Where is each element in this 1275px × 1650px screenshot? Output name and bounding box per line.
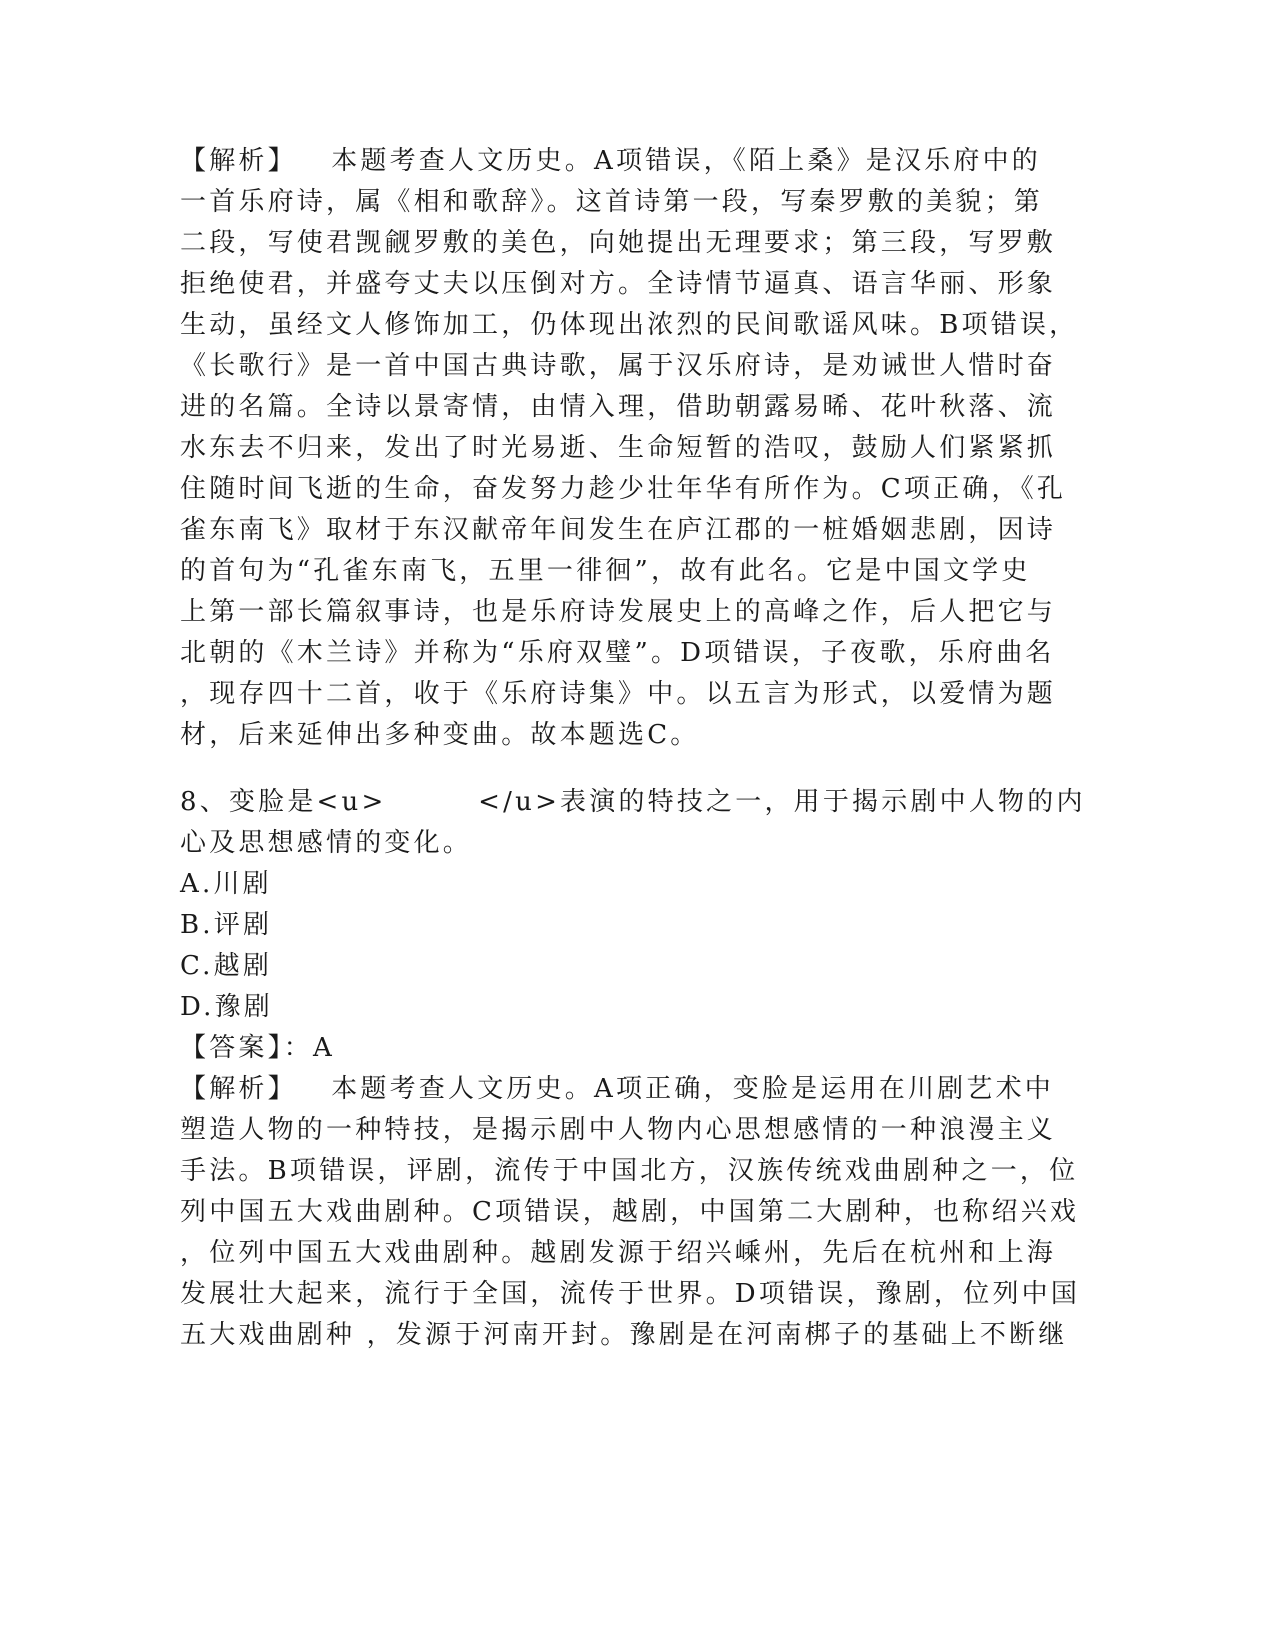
analysis-line: 发展壮大起来，流行于全国，流传于世界。D项错误，豫剧，位列中国 xyxy=(180,1279,1081,1309)
analysis-line: 手法。B项错误，评剧，流传于中国北方，汉族传统戏曲剧种之一，位 xyxy=(180,1156,1079,1186)
option-d: D.豫剧 xyxy=(180,992,273,1022)
question-stem-line: 8、变脸是<u> </u>表演的特技之一，用于揭示剧中人物的内 xyxy=(180,787,1086,817)
analysis-prev-line: 二段，写使君觊觎罗敷的美色，向她提出无理要求；第三段，写罗敷 xyxy=(180,228,1057,258)
analysis-prev-line: 住随时间飞逝的生命，奋发努力趁少壮年华有所作为。C项正确，《孔 xyxy=(180,474,1067,504)
analysis-prev-line: 拒绝使君，并盛夸丈夫以压倒对方。全诗情节逼真、语言华丽、形象 xyxy=(180,269,1057,299)
analysis-prev-line: 《长歌行》是一首中国古典诗歌，属于汉乐府诗，是劝诫世人惜时奋 xyxy=(180,351,1057,381)
analysis-prev-line: 【解析】 本题考查人文历史。A项错误，《陌上桑》是汉乐府中的 xyxy=(180,146,1041,176)
analysis-line: 【解析】 本题考查人文历史。A项正确，变脸是运用在川剧艺术中 xyxy=(180,1074,1054,1104)
analysis-prev-line: ，现存四十二首，收于《乐府诗集》中。以五言为形式，以爱情为题 xyxy=(180,679,1057,709)
analysis-prev-line: 上第一部长篇叙事诗，也是乐府诗发展史上的高峰之作，后人把它与 xyxy=(180,597,1057,627)
analysis-line: ，位列中国五大戏曲剧种。越剧发源于绍兴嵊州，先后在杭州和上海 xyxy=(180,1238,1057,1268)
analysis-prev-line: 雀东南飞》取材于东汉献帝年间发生在庐江郡的一桩婚姻悲剧，因诗 xyxy=(180,515,1057,545)
question-stem-line: 心及思想感情的变化。 xyxy=(180,828,473,858)
analysis-line: 塑造人物的一种特技，是揭示剧中人物内心思想感情的一种浪漫主义 xyxy=(180,1115,1057,1145)
analysis-prev-line: 一首乐府诗，属《相和歌辞》。这首诗第一段，写秦罗敷的美貌；第 xyxy=(180,187,1044,217)
analysis-line: 五大戏曲剧种 ，发源于河南开封。豫剧是在河南梆子的基础上不断继 xyxy=(180,1320,1068,1350)
analysis-prev-line: 材，后来延伸出多种变曲。故本题选C。 xyxy=(180,720,700,750)
option-c: C.越剧 xyxy=(180,951,273,981)
analysis-prev-line: 的首句为“孔雀东南飞，五里一徘徊”，故有此名。它是中国文学史 xyxy=(180,556,1031,586)
option-b: B.评剧 xyxy=(180,910,273,940)
analysis-line: 列中国五大戏曲剧种。C项错误，越剧，中国第二大剧种，也称绍兴戏 xyxy=(180,1197,1080,1227)
answer-line: 【答案】：A xyxy=(180,1033,335,1063)
analysis-prev-line: 进的名篇。全诗以景寄情，由情入理，借助朝露易晞、花叶秋落、流 xyxy=(180,392,1057,422)
option-a: A.川剧 xyxy=(180,869,272,899)
analysis-prev-line: 北朝的《木兰诗》并称为“乐府双璧”。D项错误，子夜歌，乐府曲名 xyxy=(180,638,1055,668)
analysis-prev-line: 生动，虽经文人修饰加工，仍体现出浓烈的民间歌谣风味。B项错误， xyxy=(180,310,1079,340)
analysis-prev-line: 水东去不归来，发出了时光易逝、生命短暂的浩叹，鼓励人们紧紧抓 xyxy=(180,433,1057,463)
